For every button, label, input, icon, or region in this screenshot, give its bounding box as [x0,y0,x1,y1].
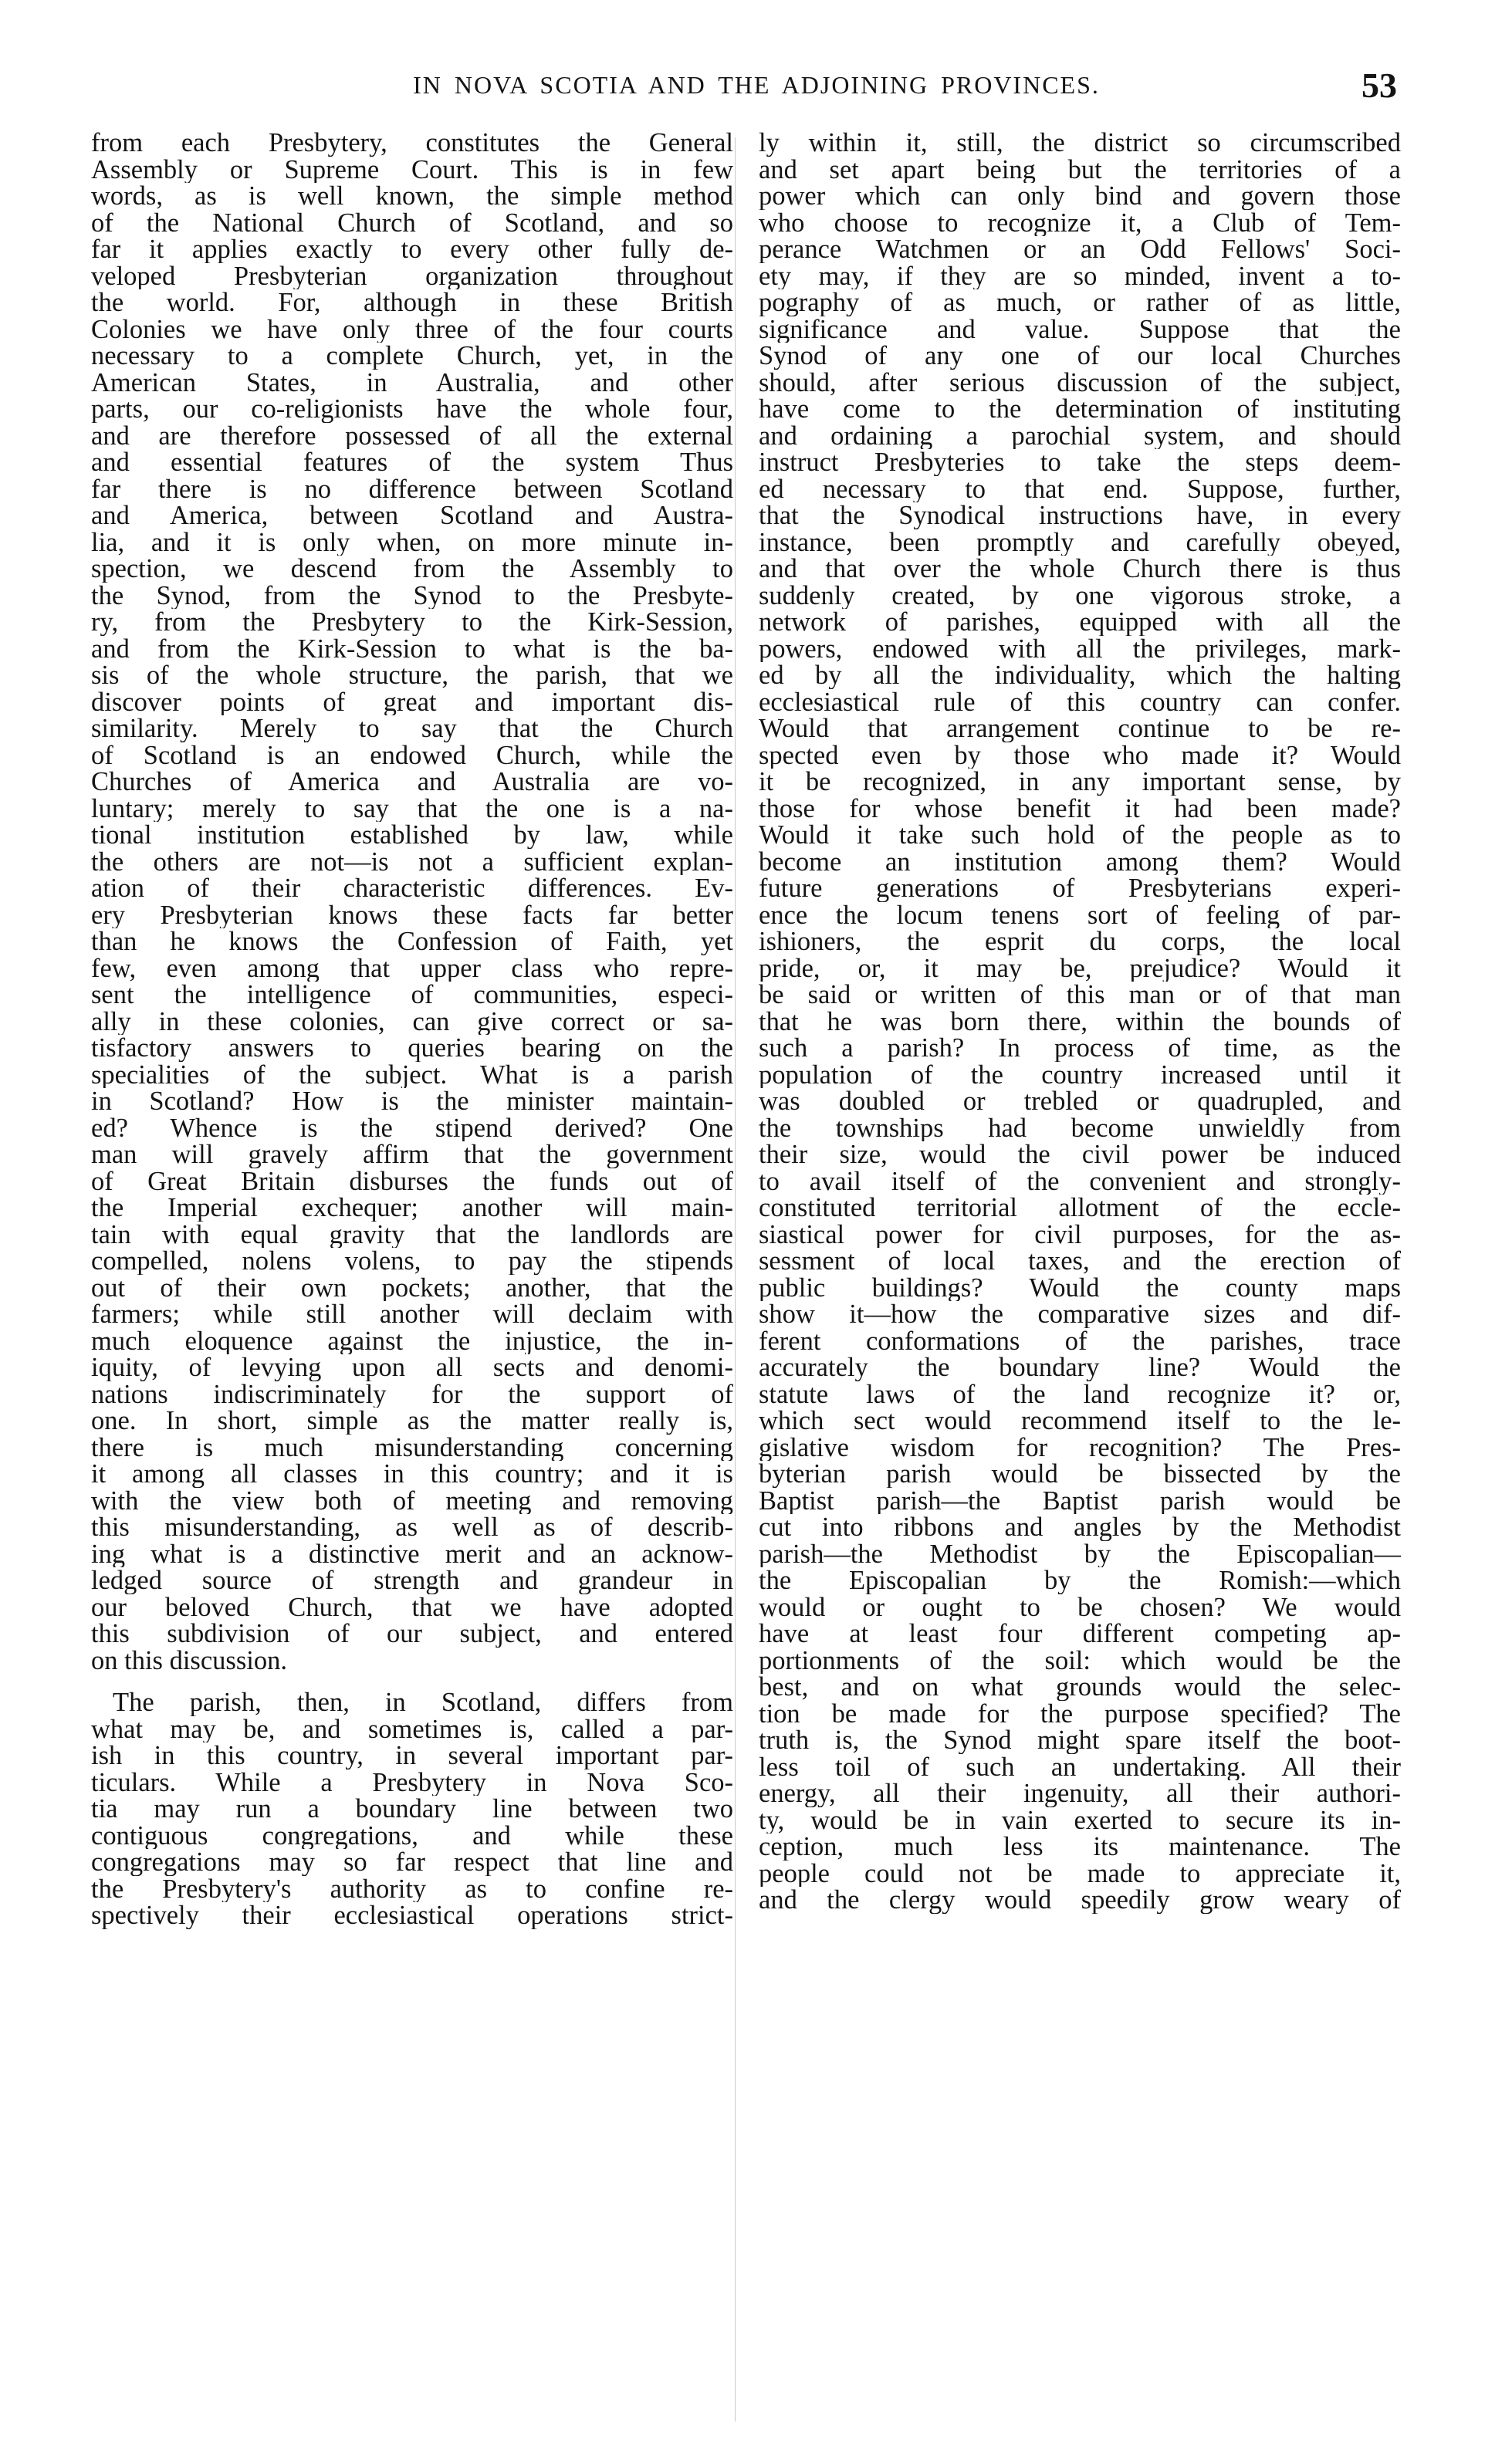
text-line: the Presbytery's authority as to confine re- [91,1875,733,1902]
text-line: far there is no difference between Scotland [91,475,733,502]
text-line: ation of their characteristic differences. Ev- [91,875,733,902]
text-line: such a parish? In process of time, as the [759,1035,1401,1062]
text-line: those for whose benefit it had been made? [759,795,1401,822]
text-line: sessment of local taxes, and the erection of [759,1248,1401,1275]
text-line: pride, or, it may be, prejudice? Would it [759,955,1401,982]
text-line: what may be, and sometimes is, called a par- [91,1715,733,1742]
text-line: compelled, nolens volens, to pay the stipends [91,1248,733,1275]
text-line: much eloquence against the injustice, the in- [91,1327,733,1354]
text-line: ence the locum tenens sort of feeling of par- [759,901,1401,928]
text-line: our beloved Church, that we have adopted [91,1594,733,1621]
text-line: nations indiscriminately for the support of [91,1381,733,1408]
text-line: have at least four different competing ap- [759,1621,1401,1648]
text-line: this subdivision of our subject, and entered [91,1621,733,1648]
text-line: people could not be made to appreciate it, [759,1860,1401,1887]
text-line: have come to the determination of instituting [759,396,1401,423]
text-line: than he knows the Confession of Faith, yet [91,928,733,955]
text-line: tional institution established by law, while [91,822,733,849]
text-line: necessary to a complete Church, yet, in the [91,343,733,370]
text-line: constituted territorial allotment of the eccle- [759,1195,1401,1222]
text-line: farmers; while still another will declaim with [91,1301,733,1328]
text-line: congregations may so far respect that line and [91,1849,733,1876]
text-line: of Great Britain disburses the funds out of [91,1168,733,1195]
text-line: gislative wisdom for recognition? The Pres- [759,1434,1401,1461]
text-line: future generations of Presbyterians experi- [759,875,1401,902]
running-head [116,68,1397,114]
text-line: ly within it, still, the district so circumscribed [759,130,1401,157]
text-line: the Imperial exchequer; another will main- [91,1195,733,1222]
text-line: that the Synodical instructions have, in every [759,502,1401,529]
text-line: spected even by those who made it? Would [759,742,1401,769]
text-line: and America, between Scotland and Austra- [91,502,733,529]
text-line: out of their own pockets; another, that the [91,1274,733,1301]
text-line: it be recognized, in any important sense, by [759,769,1401,796]
text-line: ed necessary to that end. Suppose, further, [759,475,1401,502]
text-line: Churches of America and Australia are vo- [91,769,733,796]
text-line: show it—how the comparative sizes and dif- [759,1301,1401,1328]
running-title: IN NOVA SCOTIA AND THE ADJOINING PROVINCES. [413,71,1100,99]
text-line: become an institution among them? Would [759,848,1401,875]
text-line: best, and on what grounds would the selec- [759,1674,1401,1701]
text-line: ferent conformations of the parishes, trace [759,1327,1401,1354]
text-line: instance, been promptly and carefully obeyed, [759,529,1401,556]
text-line: from each Presbytery, constitutes the General [91,130,733,157]
text-line: was doubled or trebled or quadrupled, and [759,1088,1401,1115]
text-line: parts, our co-religionists have the whole four, [91,396,733,423]
text-line: Would it take such hold of the people as to [759,822,1401,849]
text-line: man will gravely affirm that the government [91,1141,733,1168]
text-line: Would that arrangement continue to be re- [759,715,1401,742]
text-line: The parish, then, in Scotland, differs from [113,1689,733,1716]
text-line: similarity. Merely to say that the Church [91,715,733,742]
text-line: parish—the Methodist by the Episcopalian— [759,1540,1401,1567]
text-line: luntary; merely to say that the one is a na- [91,795,733,822]
text-line: spectively their ecclesiastical operations strict- [91,1902,733,1929]
text-line: American States, in Australia, and other [91,369,733,396]
text-line: significance and value. Suppose that the [759,316,1401,343]
text-line: be said or written of this man or of that man [759,982,1401,1009]
text-line: this misunderstanding, as well as of describ- [91,1514,733,1541]
text-line: tion be made for the purpose specified? The [759,1700,1401,1727]
text-line: should, after serious discussion of the subject, [759,369,1401,396]
column-divider [735,137,736,2422]
text-line: words, as is well known, the simple method [91,183,733,210]
text-line: perance Watchmen or an Odd Fellows' Soci- [759,236,1401,263]
text-line: discover points of great and important dis- [91,688,733,715]
text-line: the Episcopalian by the Romish:—which [759,1567,1401,1594]
text-line: ety may, if they are so minded, invent a to- [759,262,1401,289]
text-line: and ordaining a parochial system, and should [759,422,1401,449]
text-line: who choose to recognize it, a Club of Tem- [759,209,1401,236]
text-line: truth is, the Synod might spare itself the boot- [759,1727,1401,1754]
text-line: sent the intelligence of communities, especi- [91,982,733,1009]
text-line: it among all classes in this country; and it is [91,1461,733,1488]
left-column [91,130,733,1929]
text-line: and the clergy would speedily grow weary of [759,1887,1401,1914]
text-line: Colonies we have only three of the four courts [91,316,733,343]
right-column [759,130,1401,1914]
page-number: 53 [1361,66,1397,105]
text-line: portionments of the soil: which would be the [759,1647,1401,1674]
text-line: suddenly created, by one vigorous stroke, a [759,582,1401,609]
text-line: specialities of the subject. What is a parish [91,1061,733,1088]
text-line: and are therefore possessed of all the external [91,422,733,449]
text-line: with the view both of meeting and removing [91,1487,733,1514]
text-line: ception, much less its maintenance. The [759,1834,1401,1861]
text-line: the townships had become unwieldly from [759,1114,1401,1141]
text-line: energy, all their ingenuity, all their authori- [759,1780,1401,1807]
text-line: spection, we descend from the Assembly to [91,556,733,583]
text-line: one. In short, simple as the matter really is, [91,1408,733,1435]
text-line: of Scotland is an endowed Church, while the [91,742,733,769]
text-line: and set apart being but the territories of a [759,156,1401,183]
text-line: accurately the boundary line? Would the [759,1354,1401,1381]
text-line: ishioners, the esprit du corps, the local [759,928,1401,955]
text-line: veloped Presbyterian organization throughout [91,262,733,289]
text-line: to avail itself of the convenient and strongly- [759,1168,1401,1195]
text-line: public buildings? Would the county maps [759,1274,1401,1301]
text-line: that he was born there, within the bounds of [759,1008,1401,1035]
text-line: ticulars. While a Presbytery in Nova Sco- [91,1769,733,1796]
text-line: power which can only bind and govern those [759,183,1401,210]
text-line: tia may run a boundary line between two [91,1796,733,1823]
text-line: instruct Presbyteries to take the steps deem- [759,449,1401,476]
text-line: far it applies exactly to every other fully de- [91,236,733,263]
text-line: few, even among that upper class who repre- [91,955,733,982]
text-line: iquity, of levying upon all sects and denomi- [91,1354,733,1381]
text-line: less toil of such an undertaking. All their [759,1753,1401,1780]
text-line: Assembly or Supreme Court. This is in few [91,156,733,183]
text-line: and essential features of the system Thus [91,449,733,476]
text-line: ally in these colonies, can give correct or sa- [91,1008,733,1035]
text-line: siastical power for civil purposes, for the as- [759,1221,1401,1248]
text-line: there is much misunderstanding concerning [91,1434,733,1461]
text-line: ecclesiastical rule of this country can confer. [759,688,1401,715]
text-line: and that over the whole Church there is thus [759,556,1401,583]
text-line: statute laws of the land recognize it? or, [759,1381,1401,1408]
text-line: cut into ribbons and angles by the Methodist [759,1514,1401,1541]
text-line: the Synod, from the Synod to the Presbyte- [91,582,733,609]
text-line: the world. For, although in these British [91,289,733,316]
text-line: their size, would the civil power be induced [759,1141,1401,1168]
text-line: ed? Whence is the stipend derived? One [91,1114,733,1141]
text-line: would or ought to be chosen? We would [759,1594,1401,1621]
text-line: ery Presbyterian knows these facts far better [91,901,733,928]
text-line: sis of the whole structure, the parish, that we [91,662,733,689]
text-line: tain with equal gravity that the landlords are [91,1221,733,1248]
text-line: which sect would recommend itself to the le- [759,1408,1401,1435]
text-line: ry, from the Presbytery to the Kirk-Session, [91,609,733,636]
text-line: powers, endowed with all the privileges, mark- [759,635,1401,662]
text-line: ing what is a distinctive merit and an acknow- [91,1540,733,1567]
text-line: on this discussion. [91,1647,287,1674]
text-line: pography of as much, or rather of as little, [759,289,1401,316]
text-line: of the National Church of Scotland, and so [91,209,733,236]
text-line: lia, and it is only when, on more minute in- [91,529,733,556]
text-line: ish in this country, in several important par- [91,1742,733,1769]
text-line: ty, would be in vain exerted to secure its in- [759,1807,1401,1834]
text-line: network of parishes, equipped with all the [759,609,1401,636]
text-line: the others are not—is not a sufficient explan- [91,848,733,875]
text-line: population of the country increased until it [759,1061,1401,1088]
text-line: ledged source of strength and grandeur in [91,1567,733,1594]
text-line: Synod of any one of our local Churches [759,343,1401,370]
text-line: byterian parish would be bissected by the [759,1461,1401,1488]
text-line: ed by all the individuality, which the halting [759,662,1401,689]
text-line: tisfactory answers to queries bearing on the [91,1035,733,1062]
text-line: contiguous congregations, and while these [91,1822,733,1849]
text-line: in Scotland? How is the minister maintain- [91,1088,733,1115]
text-line: and from the Kirk-Session to what is the ba- [91,635,733,662]
text-line: Baptist parish—the Baptist parish would be [759,1487,1401,1514]
